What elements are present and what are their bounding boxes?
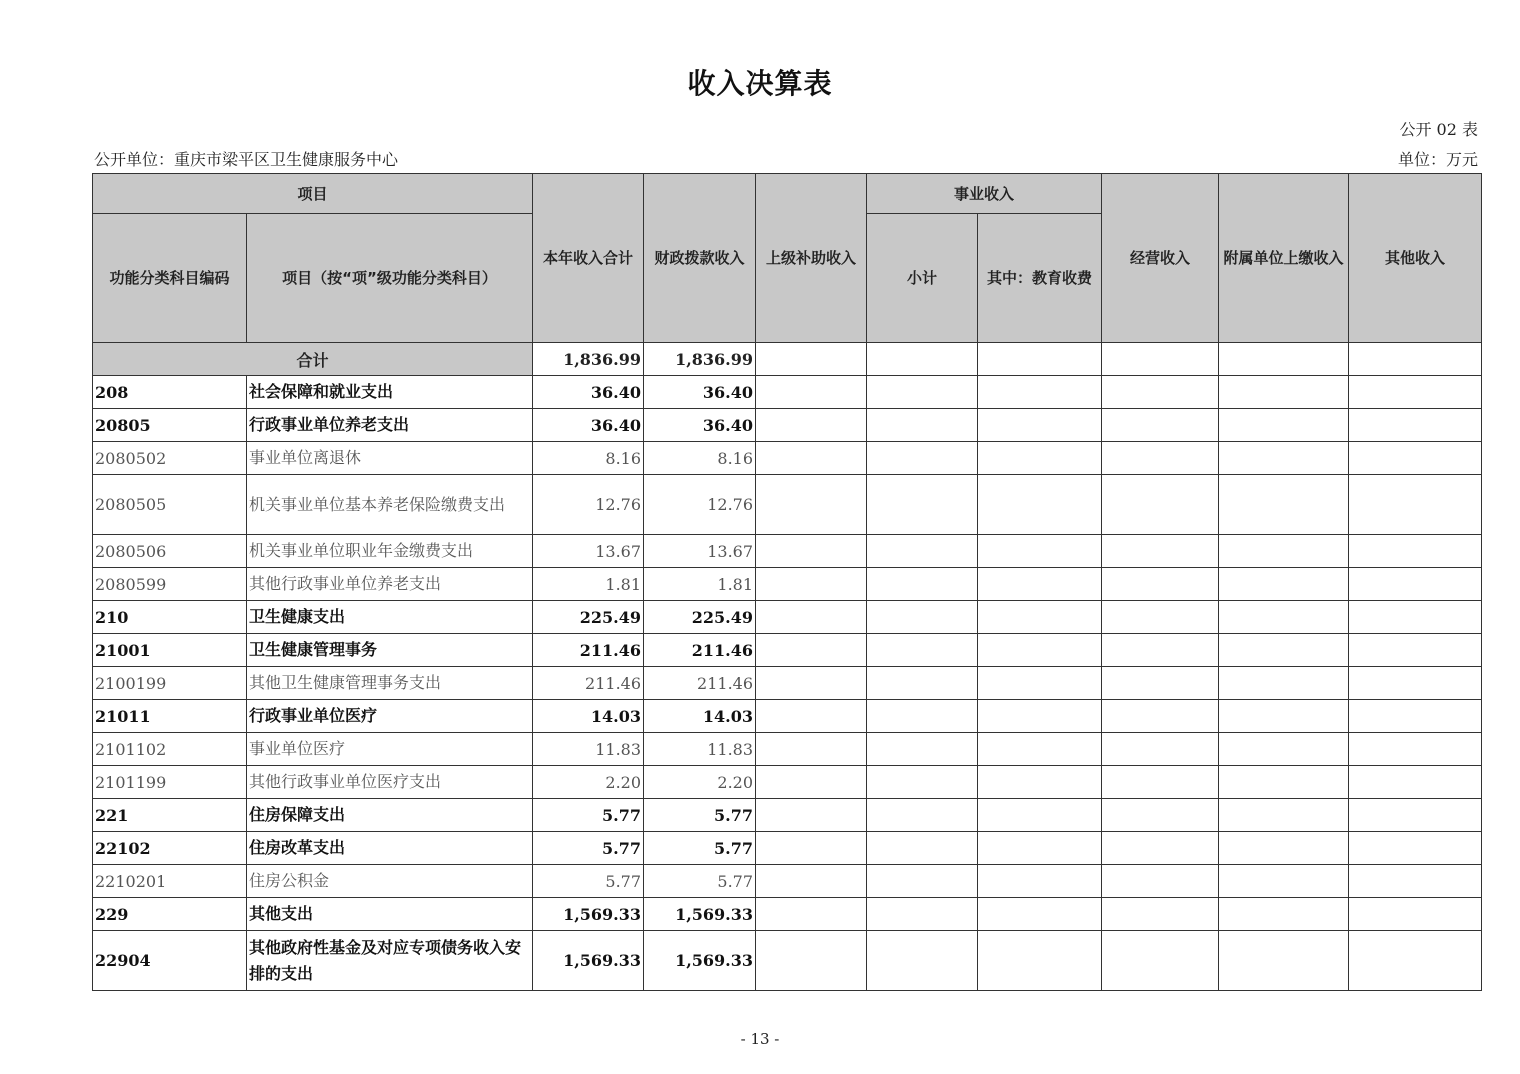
header-business-income: 事业收入 — [867, 174, 1102, 214]
row-fiscal: 1,569.33 — [644, 898, 756, 931]
row-code: 208 — [93, 376, 247, 409]
table-row — [93, 733, 1482, 766]
row-total: 5.77 — [533, 832, 644, 865]
header-project: 项目 — [93, 174, 533, 214]
row-total: 36.40 — [533, 376, 644, 409]
table-row — [93, 865, 1482, 898]
row-code: 2080599 — [93, 568, 247, 601]
header-affiliated: 附属单位上缴收入 — [1219, 174, 1349, 343]
page-number: - 13 - — [740, 1030, 780, 1048]
row-name: 其他行政事业单位养老支出 — [247, 568, 533, 601]
table-row — [93, 766, 1482, 799]
row-fiscal: 8.16 — [644, 442, 756, 475]
row-name: 其他政府性基金及对应专项债务收入安排的支出 — [247, 931, 533, 991]
row-total: 13.67 — [533, 535, 644, 568]
row-code: 210 — [93, 601, 247, 634]
header-operating: 经营收入 — [1102, 174, 1219, 343]
row-fiscal: 211.46 — [644, 667, 756, 700]
row-name: 住房公积金 — [247, 865, 533, 898]
row-name: 行政事业单位养老支出 — [247, 409, 533, 442]
row-total: 1.81 — [533, 568, 644, 601]
row-fiscal: 211.46 — [644, 634, 756, 667]
header-superior: 上级补助收入 — [756, 174, 867, 343]
row-fiscal: 5.77 — [644, 865, 756, 898]
row-total: 8.16 — [533, 442, 644, 475]
row-code: 221 — [93, 799, 247, 832]
row-total: 14.03 — [533, 700, 644, 733]
row-name: 行政事业单位医疗 — [247, 700, 533, 733]
row-name: 事业单位离退休 — [247, 442, 533, 475]
table-row — [93, 667, 1482, 700]
row-total: 5.77 — [533, 799, 644, 832]
row-name: 社会保障和就业支出 — [247, 376, 533, 409]
row-name: 其他行政事业单位医疗支出 — [247, 766, 533, 799]
currency-unit: 单位：万元 — [1397, 150, 1478, 169]
row-code: 2080505 — [93, 475, 247, 535]
row-total: 5.77 — [533, 865, 644, 898]
row-code: 2080502 — [93, 442, 247, 475]
table-row — [93, 832, 1482, 865]
row-total: 1,569.33 — [533, 898, 644, 931]
row-fiscal: 225.49 — [644, 601, 756, 634]
row-total: 11.83 — [533, 733, 644, 766]
row-fiscal: 1,569.33 — [644, 931, 756, 991]
row-code: 229 — [93, 898, 247, 931]
row-name: 机关事业单位职业年金缴费支出 — [247, 535, 533, 568]
row-fiscal: 5.77 — [644, 832, 756, 865]
total-row — [93, 343, 1482, 376]
row-total: 211.46 — [533, 667, 644, 700]
row-name: 其他卫生健康管理事务支出 — [247, 667, 533, 700]
row-total: 211.46 — [533, 634, 644, 667]
row-name: 卫生健康支出 — [247, 601, 533, 634]
row-code: 22904 — [93, 931, 247, 991]
row-total: 225.49 — [533, 601, 644, 634]
row-name: 住房改革支出 — [247, 832, 533, 865]
row-name: 机关事业单位基本养老保险缴费支出 — [247, 475, 533, 535]
row-total: 36.40 — [533, 409, 644, 442]
table-row — [93, 535, 1482, 568]
total-fiscal: 1,836.99 — [644, 343, 756, 376]
row-fiscal: 11.83 — [644, 733, 756, 766]
row-fiscal: 1.81 — [644, 568, 756, 601]
row-name: 住房保障支出 — [247, 799, 533, 832]
table-row — [93, 931, 1482, 991]
table-row — [93, 799, 1482, 832]
header-code: 功能分类科目编码 — [93, 214, 247, 343]
row-code: 22102 — [93, 832, 247, 865]
row-fiscal: 36.40 — [644, 409, 756, 442]
row-name: 其他支出 — [247, 898, 533, 931]
row-fiscal: 13.67 — [644, 535, 756, 568]
row-fiscal: 36.40 — [644, 376, 756, 409]
row-code: 20805 — [93, 409, 247, 442]
header-name: 项目（按“项”级功能分类科目） — [247, 214, 533, 343]
table-row — [93, 376, 1482, 409]
total-label: 合计 — [93, 343, 533, 376]
table-row — [93, 568, 1482, 601]
header-fiscal: 财政拨款收入 — [644, 174, 756, 343]
row-code: 21011 — [93, 700, 247, 733]
income-table — [92, 173, 1482, 991]
row-total: 12.76 — [533, 475, 644, 535]
reporting-unit: 公开单位：重庆市梁平区卫生健康服务中心 — [94, 150, 399, 169]
table-row — [93, 898, 1482, 931]
row-fiscal: 12.76 — [644, 475, 756, 535]
table-row — [93, 634, 1482, 667]
header-other: 其他收入 — [1349, 174, 1482, 343]
row-code: 2101199 — [93, 766, 247, 799]
row-name: 事业单位医疗 — [247, 733, 533, 766]
table-row — [93, 409, 1482, 442]
row-code: 2100199 — [93, 667, 247, 700]
row-total: 1,569.33 — [533, 931, 644, 991]
row-fiscal: 2.20 — [644, 766, 756, 799]
table-row — [93, 700, 1482, 733]
table-row — [93, 601, 1482, 634]
row-total: 2.20 — [533, 766, 644, 799]
row-code: 2101102 — [93, 733, 247, 766]
header-subtotal: 小计 — [867, 214, 978, 343]
row-code: 21001 — [93, 634, 247, 667]
header-education: 其中：教育收费 — [978, 214, 1102, 343]
total-amount: 1,836.99 — [533, 343, 644, 376]
form-number: 公开 02 表 — [1399, 120, 1478, 139]
row-code: 2210201 — [93, 865, 247, 898]
header-total: 本年收入合计 — [533, 174, 644, 343]
table-row — [93, 442, 1482, 475]
row-fiscal: 14.03 — [644, 700, 756, 733]
row-fiscal: 5.77 — [644, 799, 756, 832]
table-row — [93, 475, 1482, 535]
row-code: 2080506 — [93, 535, 247, 568]
row-name: 卫生健康管理事务 — [247, 634, 533, 667]
report-title: 收入决算表 — [687, 67, 833, 100]
